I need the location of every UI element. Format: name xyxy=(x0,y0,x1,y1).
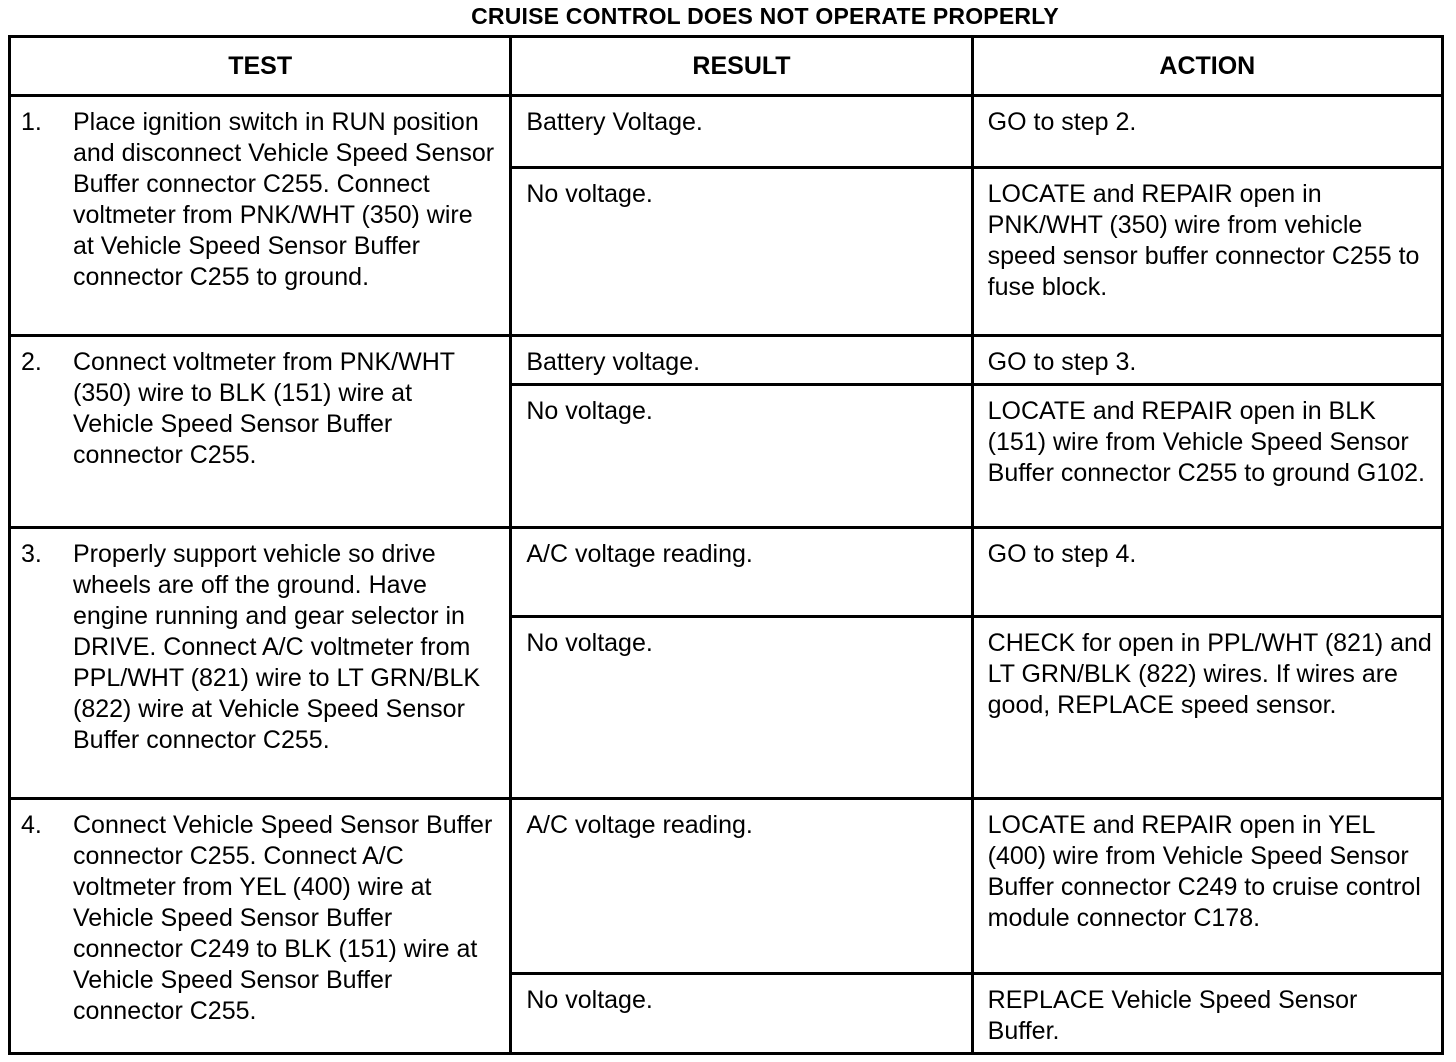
action-cell xyxy=(972,168,1442,336)
action-text: LOCATE and REPAIR open in PNK/WHT (350) wire from vehicle speed sensor buffer connector C255 to fuse block. xyxy=(987,180,1420,302)
step-number: 4. xyxy=(21,810,42,839)
result-cell xyxy=(511,96,972,168)
action-text: LOCATE and REPAIR open in BLK (151) wire from Vehicle Speed Sensor Buffer connector C255 to ground G102. xyxy=(987,396,1425,487)
action-cell xyxy=(972,528,1442,616)
result-text: No voltage. xyxy=(526,985,653,1014)
step-number: 1. xyxy=(21,108,42,136)
step-number: 2. xyxy=(21,348,42,376)
table-row xyxy=(10,798,1443,973)
page-title: CRUISE CONTROL DOES NOT OPERATE PROPERLY xyxy=(471,3,1059,29)
result-text: No voltage. xyxy=(526,396,653,425)
result-text: Battery voltage. xyxy=(526,348,701,376)
result-text: Battery Voltage. xyxy=(526,108,703,136)
result-cell xyxy=(511,973,972,1053)
action-cell xyxy=(972,336,1442,385)
header-test: TEST xyxy=(10,37,511,96)
result-cell xyxy=(511,384,972,527)
result-cell xyxy=(511,616,972,798)
header-row xyxy=(10,37,1443,96)
test-cell-step-2 xyxy=(10,336,511,528)
test-instruction: Place ignition switch in RUN position and disconnect Vehicle Speed Sensor Buffer connector C255. Connect voltmeter from PNK/WHT (350) wire at Vehicle Speed Sensor Buffer connector C255 to ground. xyxy=(73,108,495,291)
action-cell xyxy=(972,96,1442,168)
action-text: GO to step 4. xyxy=(987,540,1137,569)
test-cell-step-4 xyxy=(10,798,511,1053)
result-cell xyxy=(511,528,972,616)
action-cell xyxy=(972,973,1442,1053)
test-instruction: Properly support vehicle so drive wheels are off the ground. Have engine running and gear selector in DRIVE. Connect A/C voltmeter from PPL/WHT (821) wire to LT GRN/BLK (822) wire at Vehicle Speed Sensor Buffer connector C255. xyxy=(73,540,481,755)
step-number: 3. xyxy=(21,540,42,569)
table-row xyxy=(10,96,1443,168)
result-cell xyxy=(511,798,972,973)
result-text: No voltage. xyxy=(526,180,653,209)
table-row xyxy=(10,336,1443,385)
action-cell xyxy=(972,616,1442,798)
test-cell-step-3 xyxy=(10,528,511,799)
test-instruction: Connect Vehicle Speed Sensor Buffer connector C255. Connect A/C voltmeter from YEL (400) wire at Vehicle Speed Sensor Buffer connector C249 to BLK (151) wire at Vehicle Speed Sensor Buffer connector C255. xyxy=(73,810,493,1025)
action-text: GO to step 3. xyxy=(987,348,1137,376)
action-cell xyxy=(972,384,1442,527)
action-text: CHECK for open in PPL/WHT (821) and LT GRN/BLK (822) wires. If wires are good, REPLACE speed sensor. xyxy=(987,628,1432,719)
header-result: RESULT xyxy=(511,37,972,96)
result-text: A/C voltage reading. xyxy=(526,810,753,839)
header-action: ACTION xyxy=(972,37,1442,96)
diagnostic-table xyxy=(8,35,1444,1055)
action-text: LOCATE and REPAIR open in YEL (400) wire from Vehicle Speed Sensor Buffer connector C249 to cruise control module connector C178. xyxy=(987,810,1421,932)
table-row xyxy=(10,528,1443,616)
action-text: GO to step 2. xyxy=(987,108,1137,136)
test-cell-step-1 xyxy=(10,96,511,336)
action-cell xyxy=(972,798,1442,973)
result-cell xyxy=(511,168,972,336)
result-text: No voltage. xyxy=(526,628,653,657)
result-text: A/C voltage reading. xyxy=(526,540,753,569)
test-instruction: Connect voltmeter from PNK/WHT (350) wire to BLK (151) wire at Vehicle Speed Sensor Buffer connector C255. xyxy=(73,348,455,469)
action-text: REPLACE Vehicle Speed Sensor Buffer. xyxy=(987,985,1358,1045)
result-cell xyxy=(511,336,972,385)
